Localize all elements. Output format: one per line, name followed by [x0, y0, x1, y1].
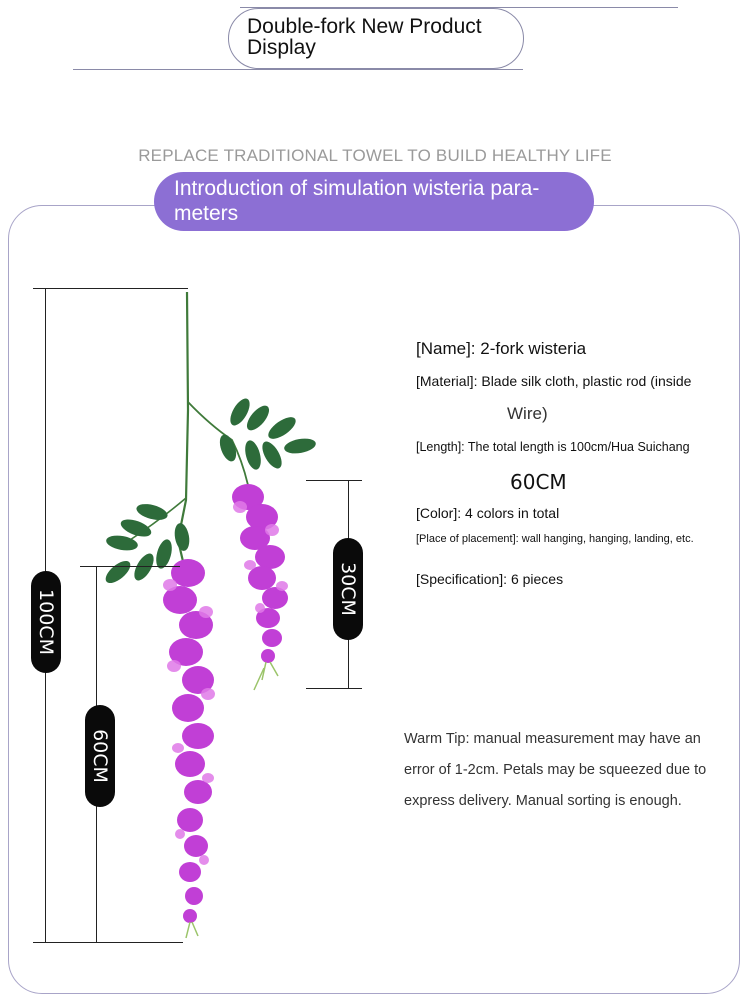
spec-length-key: [Length]:	[416, 440, 465, 454]
flower-short-label: 30CM	[337, 562, 359, 616]
flower-long-top-tick	[80, 566, 180, 567]
flower-short-badge	[333, 538, 363, 640]
total-length-bottom-tick	[33, 942, 183, 943]
spec-length-continued: 60CM	[510, 470, 567, 494]
page-title: Double-fork New Product Display	[247, 15, 482, 59]
spec-specification-key: [Specification]:	[416, 571, 508, 587]
spec-length-value: The total length is 100cm/Hua Suichang	[464, 440, 690, 454]
flower-short-top-tick	[306, 480, 362, 481]
flower-long-badge	[85, 705, 115, 807]
spec-placement-value: wall hanging, hanging, landing, etc.	[518, 533, 694, 545]
total-length-label: 100CM	[35, 589, 57, 655]
spec-material	[416, 373, 691, 389]
spec-material-key: [Material]:	[416, 373, 478, 389]
spec-color	[416, 505, 559, 521]
spec-color-value: 4 colors in total	[461, 505, 560, 521]
flower-long-label: 60CM	[89, 729, 111, 783]
spec-material-value: Blade silk cloth, plastic rod (inside	[477, 373, 692, 389]
total-length-top-tick	[33, 288, 188, 289]
total-length-badge	[31, 571, 61, 673]
warm-tip: Warm Tip: manual measurement may have an error of 1-2cm. Petals may be squeezed due to express delivery. Manual sorting is enough.	[404, 731, 707, 809]
banner-subtitle: REPLACE TRADITIONAL TOWEL TO BUILD HEALTHY LIFE	[138, 146, 612, 165]
spec-color-key: [Color]:	[416, 505, 462, 521]
flower-short-bottom-tick	[306, 688, 362, 689]
spec-specification-value: 6 pieces	[507, 571, 564, 587]
intro-title: Introduction of simulation wisteria para-meters	[174, 177, 540, 225]
spec-length	[416, 440, 690, 454]
spec-placement	[416, 533, 716, 546]
spec-placement-key: [Place of placement]:	[416, 533, 519, 545]
spec-name	[416, 339, 586, 359]
spec-specification	[416, 571, 563, 587]
spec-name-value: 2-fork wisteria	[475, 339, 587, 358]
spec-name-key: [Name]:	[416, 339, 476, 358]
spec-material-continued: Wire)	[507, 404, 548, 423]
